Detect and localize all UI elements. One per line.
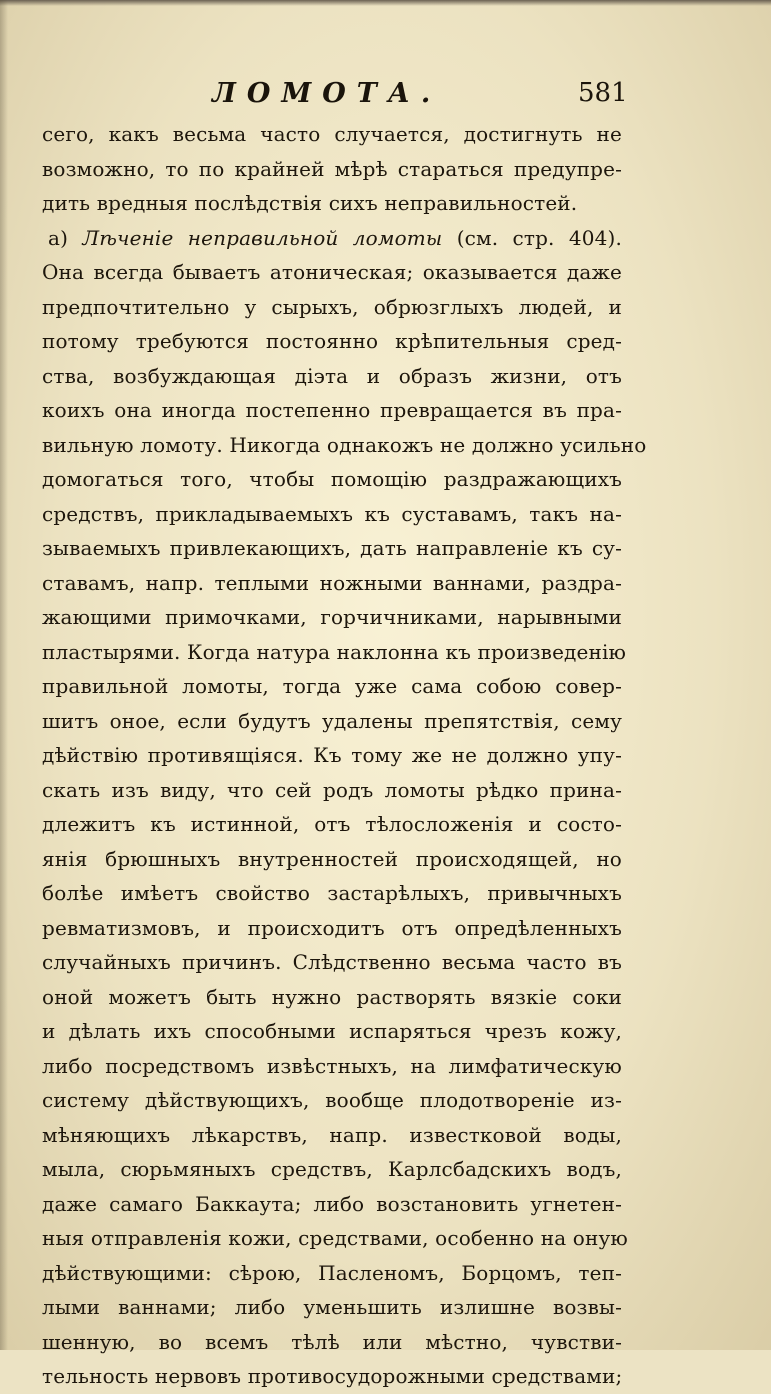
text-line: шенную, во всемъ тѣлѣ или мѣстно, чувстви- — [42, 1329, 622, 1354]
text-line: средствъ, прикладываемыхъ къ суставамъ, такъ на- — [42, 501, 622, 526]
text-line: возможно, то по крайней мѣрѣ стараться предупре- — [42, 156, 622, 181]
text-line: сего, какъ весьма часто случается, достигнуть не — [42, 122, 622, 146]
body-text — [42, 117, 647, 1394]
text-line: даже самаго Баккаута; либо возстановить угнетен- — [42, 1191, 622, 1216]
section-title: Лѣченіе неправильной ломоты — [82, 225, 443, 250]
text-line: предпочтительно у сырыхъ, обрюзглыхъ людей, и — [42, 294, 622, 319]
text-line: вильную ломоту. Никогда однакожъ не должно усильно — [42, 432, 647, 457]
text-line: случайныхъ причинъ. Слѣдственно весьма часто въ — [42, 950, 622, 974]
text-line: ставамъ, напр. теплыми ножными ваннами, раздра- — [42, 570, 622, 595]
text-line: дѣйствующими: сѣрою, Пасленомъ, Борцомъ, теп- — [42, 1260, 622, 1285]
text-line: скать изъ виду, что сей родъ ломоты рѣдко прина- — [42, 777, 622, 802]
text-line: систему дѣйствующихъ, вообще плодотвореніе из- — [42, 1088, 622, 1112]
section-marker: а) — [48, 225, 69, 250]
text-line: ства, возбуждающая діэта и образъ жизни, отъ — [42, 363, 622, 388]
text-line: правильной ломоты, тогда уже сама собою совер- — [42, 674, 622, 698]
running-head — [0, 78, 771, 118]
text-line: болѣе имѣетъ свойство застарѣлыхъ, привычныхъ — [42, 881, 622, 905]
text-line: дить вредныя послѣдствія сихъ неправильностей. — [42, 191, 578, 215]
text-line: янія брюшныхъ внутренностей происходящей, но — [42, 846, 622, 871]
text-line: тельность нервовъ противосудорожными средствами; — [42, 1364, 623, 1388]
text-line: шитъ оное, если будутъ удалены препятствія, сему — [42, 708, 622, 733]
section-heading-line — [42, 221, 622, 256]
text-line: ныя отправленія кожи, средствами, особенно на оную — [42, 1226, 628, 1250]
text-line: жающими примочками, горчичниками, нарывными — [42, 605, 622, 629]
section-reference: (см. стр. 404). — [456, 225, 622, 250]
text-line: оной можетъ быть нужно растворять вязкіе соки — [42, 984, 622, 1009]
text-line: пластырями. Когда натура наклонна къ произведенію — [42, 639, 627, 664]
text-line: коихъ она иногда постепенно превращается въ пра- — [42, 398, 622, 422]
text-line: мыла, сюрьмяныхъ средствъ, Карлсбадскихъ водъ, — [42, 1157, 622, 1181]
text-line: либо посредствомъ извѣстныхъ, на лимфатическую — [42, 1053, 622, 1078]
text-line: ревматизмовъ, и происходитъ отъ опредѣленныхъ — [42, 915, 622, 940]
text-line: лыми ваннами; либо уменьшить излишне возвы- — [42, 1295, 622, 1319]
text-line: потому требуются постоянно крѣпительныя сред- — [42, 329, 622, 353]
text-line: Она всегда бываетъ атоническая; оказывается даже — [42, 260, 622, 284]
text-line: домогаться того, чтобы помощію раздражающихъ — [42, 467, 622, 491]
text-line: и дѣлать ихъ способными испаряться чрезъ кожу, — [42, 1019, 622, 1043]
text-line: мѣняющихъ лѣкарствъ, напр. известковой воды, — [42, 1122, 622, 1147]
page-left-edge — [0, 0, 8, 1350]
page-number: 581 — [578, 78, 628, 108]
page-top-edge — [0, 0, 771, 6]
text-line: зываемыхъ привлекающихъ, дать направленіе къ су- — [42, 536, 622, 560]
running-head-title: ЛОМОТА. — [212, 78, 442, 109]
text-line: длежитъ къ истинной, отъ тѣлосложенія и состо- — [42, 812, 622, 836]
text-line: дѣйствію противящіяся. Къ тому же не должно упу- — [42, 743, 622, 767]
